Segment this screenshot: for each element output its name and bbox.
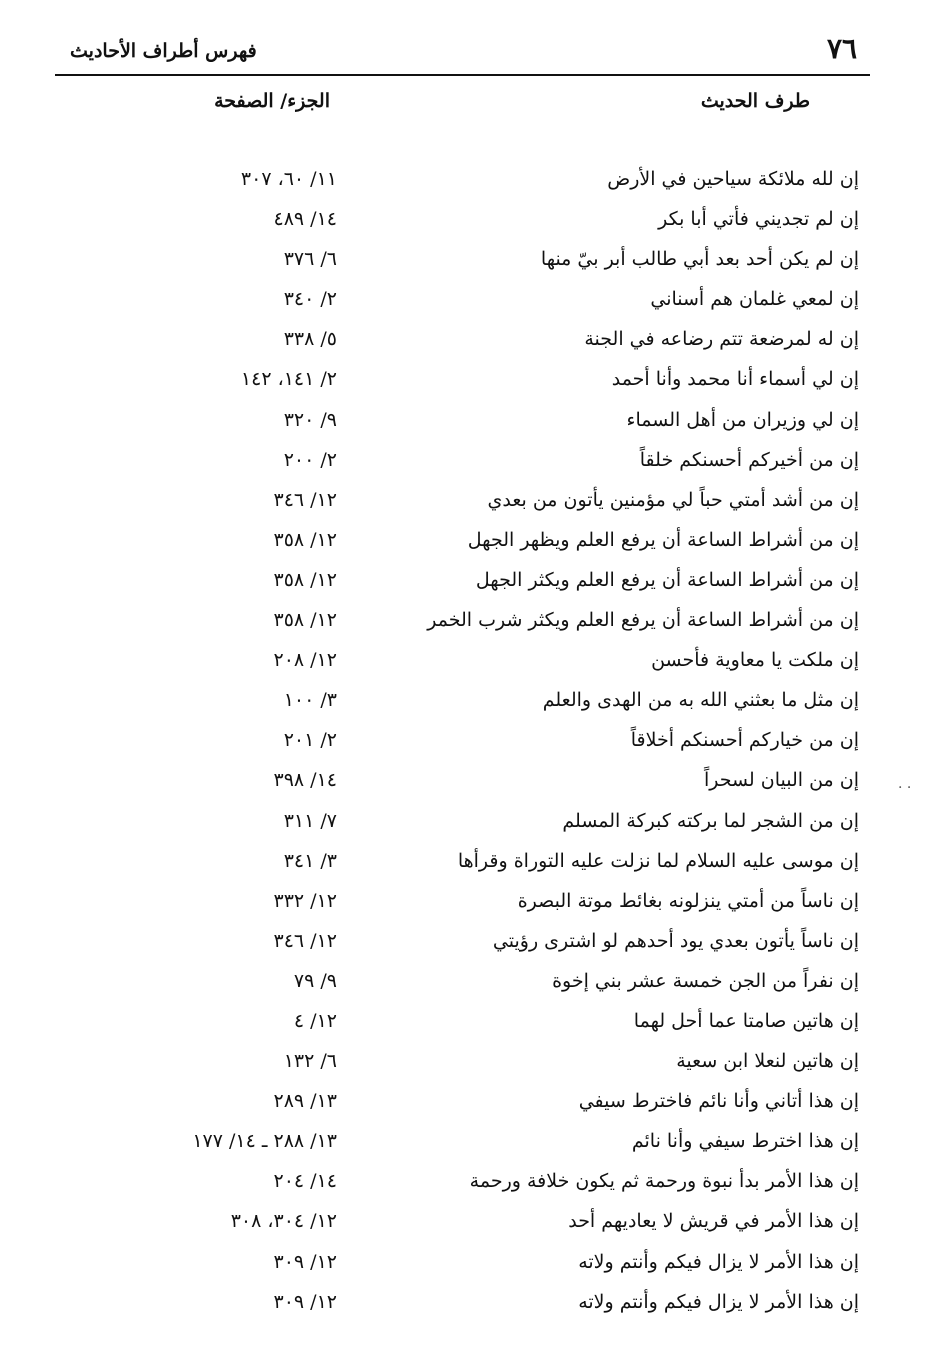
volume-page-reference: ١٢/ ٤ <box>293 1009 337 1032</box>
volume-page-reference: ١٤/ ٢٠٤ <box>273 1170 337 1193</box>
volume-page-reference: ١٤/ ٤٨٩ <box>273 208 337 231</box>
hadith-column-header: طرف الحديث <box>700 90 810 112</box>
hadith-text: إن هاتين صامتا عما أحل لهما <box>633 1009 859 1032</box>
hadith-text: إن ناساً يأتون بعدي يود أحدهم لو اشترى رؤيتي <box>492 929 859 952</box>
volume-page-reference: ١٤/ ٣٩٨ <box>273 769 337 792</box>
volume-page-reference: ١١/ ٦٠، ٣٠٧ <box>240 168 337 190</box>
hadith-text: إن هاتين لنعلا ابن سعية <box>676 1050 859 1073</box>
list-item <box>0 605 949 645</box>
list-item <box>0 966 949 1006</box>
list-item <box>0 886 949 926</box>
volume-page-reference: ٦/ ٣٧٦ <box>283 248 337 271</box>
hadith-text: إن مثل ما بعثني الله به من الهدى والعلم <box>542 689 859 712</box>
list-item <box>0 565 949 605</box>
list-item <box>0 725 949 765</box>
list-item <box>0 645 949 685</box>
list-item <box>0 1206 949 1246</box>
volume-page-reference: ١٢/ ٣٣٢ <box>273 889 337 912</box>
hadith-text: إن نفراً من الجن خمسة عشر بني إخوة <box>552 969 859 992</box>
volume-page-reference: ٩/ ٣٢٠ <box>283 408 337 431</box>
list-item <box>0 806 949 846</box>
hadith-text: إن من أشراط الساعة أن يرفع العلم ويكثر شرب الخمر <box>427 609 859 632</box>
list-item <box>0 1287 949 1327</box>
volume-page-reference: ٢/ ٣٤٠ <box>283 288 337 311</box>
volume-page-reference: ٢/ ٢٠٠ <box>283 448 337 471</box>
hadith-text: إن من الشجر لما بركته كبركة المسلم <box>562 809 859 832</box>
hadith-index-list <box>0 164 949 1327</box>
volume-page-reference: ١٢/ ٢٠٨ <box>273 649 337 672</box>
hadith-text: إن من خياركم أحسنكم أخلاقاً <box>630 729 859 752</box>
hadith-text: إن من أشراط الساعة أن يرفع العلم ويكثر الجهل <box>475 568 859 591</box>
hadith-text: إن له لمرضعة تتم رضاعه في الجنة <box>584 328 859 351</box>
hadith-text: إن لمعي غلمان هم أسناني <box>650 288 859 311</box>
volume-page-reference: ١٢/ ٣٥٨ <box>273 528 337 551</box>
hadith-text: إن هذا الأمر في قريش لا يعاديهم أحد <box>568 1210 859 1233</box>
volume-page-reference: ١٢/ ٣٥٨ <box>273 609 337 632</box>
hadith-text: إن هذا اخترط سيفي وأنا نائم <box>631 1130 859 1153</box>
list-item <box>0 1046 949 1086</box>
volume-page-reference: ٦/ ١٣٢ <box>283 1050 337 1073</box>
volume-page-reference: ١٣/ ٢٨٨ ـ ١٤/ ١٧٧ <box>192 1130 337 1153</box>
list-item <box>0 1086 949 1126</box>
volume-page-reference: ١٢/ ٣٥٨ <box>273 568 337 591</box>
volume-page-reference: ١٢/ ٣٠٩ <box>273 1250 337 1273</box>
margin-mark: · · <box>898 780 912 796</box>
list-item <box>0 204 949 244</box>
hadith-text: إن من أخيركم أحسنكم خلقاً <box>639 448 859 471</box>
hadith-text: إن هذا الأمر بدأ نبوة ورحمة ثم يكون خلافة ورحمة <box>469 1170 859 1193</box>
hadith-text: إن هذا الأمر لا يزال فيكم وأنتم ولاته <box>578 1250 859 1273</box>
list-item <box>0 685 949 725</box>
list-item <box>0 324 949 364</box>
volume-page-reference: ١٣/ ٢٨٩ <box>273 1090 337 1113</box>
hadith-text: إن موسى عليه السلام لما نزلت عليه التوراة وقرأها <box>457 849 859 872</box>
hadith-text: إن لي وزيران من أهل السماء <box>626 408 859 431</box>
volume-page-reference: ٧/ ٣١١ <box>283 809 337 832</box>
volume-page-reference: ١٢/ ٣٠٤، ٣٠٨ <box>230 1210 337 1233</box>
hadith-text: إن لم يكن أحد بعد أبي طالب أبر بيّ منها <box>540 248 859 271</box>
list-item <box>0 284 949 324</box>
list-item <box>0 1126 949 1166</box>
volume-page-reference: ١٢/ ٣٠٩ <box>273 1290 337 1313</box>
list-item <box>0 846 949 886</box>
reference-column-header: الجزء/ الصفحة <box>214 90 330 112</box>
hadith-text: إن ناساً من أمتي ينزلونه بغائط موتة البصرة <box>517 889 859 912</box>
header-rule <box>55 74 870 76</box>
list-item <box>0 244 949 284</box>
list-item <box>0 485 949 525</box>
hadith-text: إن هذا الأمر لا يزال فيكم وأنتم ولاته <box>578 1290 859 1313</box>
volume-page-reference: ٢/ ٢٠١ <box>283 729 337 752</box>
list-item <box>0 525 949 565</box>
volume-page-reference: ٢/ ١٤١، ١٤٢ <box>240 368 337 391</box>
hadith-text: إن من أشراط الساعة أن يرفع العلم ويظهر الجهل <box>467 528 859 551</box>
volume-page-reference: ٣/ ١٠٠ <box>283 689 337 712</box>
volume-page-reference: ١٢/ ٣٤٦ <box>273 929 337 952</box>
list-item <box>0 164 949 204</box>
list-item <box>0 1166 949 1206</box>
volume-page-reference: ٩/ ٧٩ <box>293 969 337 992</box>
page-number: ٧٦ <box>826 32 858 65</box>
hadith-text: إن هذا أتاني وأنا نائم فاخترط سيفي <box>578 1090 859 1113</box>
hadith-text: إن من أشد أمتي حباً لي مؤمنين يأتون من بعدي <box>487 488 859 511</box>
hadith-text: إن لم تجديني فأتي أبا بكر <box>658 208 859 231</box>
volume-page-reference: ٥/ ٣٣٨ <box>283 328 337 351</box>
hadith-text: إن ملكت يا معاوية فأحسن <box>651 649 859 672</box>
hadith-text: إن لله ملائكة سياحين في الأرض <box>607 168 859 190</box>
hadith-text: إن من البيان لسحراً <box>703 769 859 792</box>
volume-page-reference: ١٢/ ٣٤٦ <box>273 488 337 511</box>
list-item <box>0 926 949 966</box>
volume-page-reference: ٣/ ٣٤١ <box>283 849 337 872</box>
list-item <box>0 445 949 485</box>
hadith-text: إن لي أسماء أنا محمد وأنا أحمد <box>611 368 859 391</box>
list-item <box>0 364 949 404</box>
list-item <box>0 405 949 445</box>
running-title: فهرس أطراف الأحاديث <box>70 40 257 62</box>
list-item <box>0 1247 949 1287</box>
list-item <box>0 1006 949 1046</box>
list-item <box>0 765 949 805</box>
